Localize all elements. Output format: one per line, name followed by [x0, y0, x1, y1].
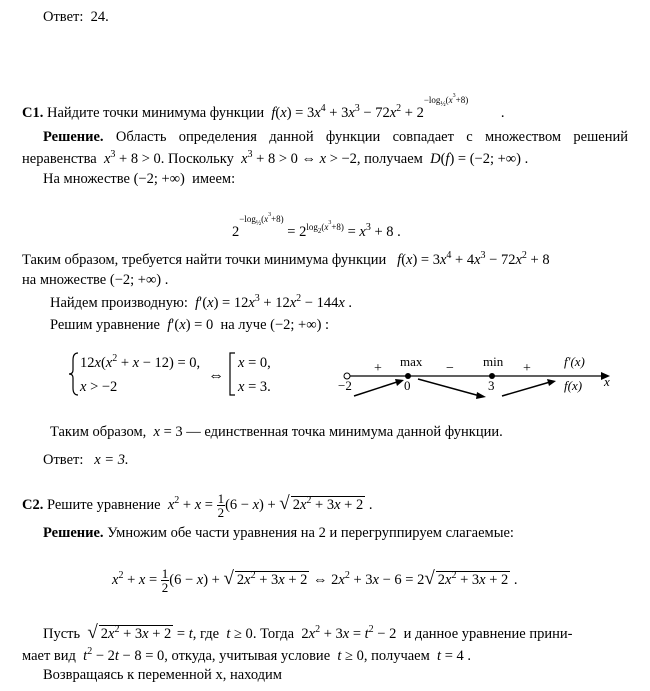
- c1-solution-line2: неравенства $x^3 + 8 > 0$. Поскольку $x^3 + 8 > 0$ ⇔ x > −2, получаем D(f) = (−2; +∞) .: [22, 149, 529, 167]
- tick-minus2: −2: [338, 378, 352, 393]
- fraction-half: $\frac{1}{2}$: [217, 491, 225, 520]
- label-x: x: [604, 374, 610, 389]
- sign-minus: −: [446, 361, 454, 376]
- sign-plus-2: +: [523, 361, 531, 376]
- c1-derivative: Найдем производную: $f'(x) = 12x^3 + 12x^2 - 144x$ .: [50, 293, 353, 311]
- c1-answer: Ответ: x = 3.: [43, 452, 129, 468]
- root-three: x = 3.: [238, 379, 271, 395]
- c2-regrouped-formula: $x^2 + x$ = $\frac{1}{2}$ (6 − x) + √ $2x^2 + 3x + 2$ ⇔ $2x^2 + 3x - 6 = 2√$ $2x^2 + 3x + 2$ .: [112, 566, 518, 595]
- tick-three: 3: [488, 378, 495, 393]
- equivalence-arrow: ⇔: [208, 367, 224, 384]
- c1-solution-line5: на множестве (−2; +∞) .: [22, 272, 169, 288]
- sign-plus-1: +: [374, 361, 382, 376]
- system-brace: [68, 352, 80, 396]
- c1-solution-line4: Таким образом, требуется найти точки минимума функции $f(x) = 3x^4 + 4x^3 - 72x^2 + 8$: [22, 250, 550, 268]
- c1-conclusion: Таким образом, x = 3 — единственная точка минимума данной функции.: [50, 424, 503, 440]
- top-answer: Ответ: 24.: [43, 9, 109, 25]
- c2-task: C2. Решите уравнение $x^2 + x$ = $\frac{1}{2}$ (6 − x) + √ $2x^2 + 3x + 2$ .: [22, 491, 373, 520]
- c1-log-identity-formula: $2^{-log_{\frac{1}{2}}(x^3+8)} = 2^{log_2(x^3+8)} = x^3 + 8$ .: [232, 212, 401, 240]
- c2-solution-line1: Решение. Умножим обе части уравнения на 2 и перегруппируем слагаемые:: [43, 525, 514, 541]
- label-max: max: [400, 354, 423, 369]
- increase-arrow-1: [354, 381, 400, 396]
- sign-chart: [330, 348, 620, 404]
- label-f: f(x): [564, 378, 583, 393]
- increase-arrow-1-head: [395, 379, 404, 386]
- c2-last-line: Возвращаясь к переменной x, находим: [43, 667, 282, 683]
- c1-solution-line1: Решение. Область определения данной функции совпадает с множеством решений: [43, 129, 628, 145]
- tick-zero: 0: [404, 378, 411, 393]
- c1-task: C1. Найдите точки минимума функции $f(x) = 3x^4 + 3x^3 - 72x^2 + 2^{-log_{\frac{1}{2}}(x^3+8)}$ .: [22, 93, 505, 121]
- c2-substitution-line1: Пусть √ $2x^2 + 3x + 2 = t$, где t ≥ 0. Тогда $2x^2 + 3x = t^2 - 2$ и данное уравнение прини-: [43, 622, 573, 643]
- system-eq2: x > −2: [80, 379, 118, 395]
- c1-solution-line3: На множестве (−2; +∞) имеем:: [43, 171, 236, 187]
- c1-solve-equation: Решим уравнение f′(x) = 0 на луче (−2; +∞) :: [50, 317, 330, 333]
- decrease-arrow: [418, 379, 480, 396]
- c1-function-formula: f: [271, 105, 276, 121]
- label-fprime: f′(x): [564, 354, 585, 369]
- system-eq1: $12x(x^2 + x - 12) = 0$,: [80, 353, 201, 371]
- root-zero: x = 0,: [238, 355, 271, 371]
- solution-bracket: [228, 352, 236, 396]
- label-min: min: [483, 354, 504, 369]
- increase-arrow-2: [502, 382, 550, 396]
- increase-arrow-2-head: [547, 379, 556, 386]
- decrease-arrow-head: [476, 392, 486, 399]
- c2-substitution-line2: мает вид $t^2 - 2t - 8 = 0$, откуда, учитывая условие t ≥ 0, получаем t = 4 .: [22, 646, 472, 664]
